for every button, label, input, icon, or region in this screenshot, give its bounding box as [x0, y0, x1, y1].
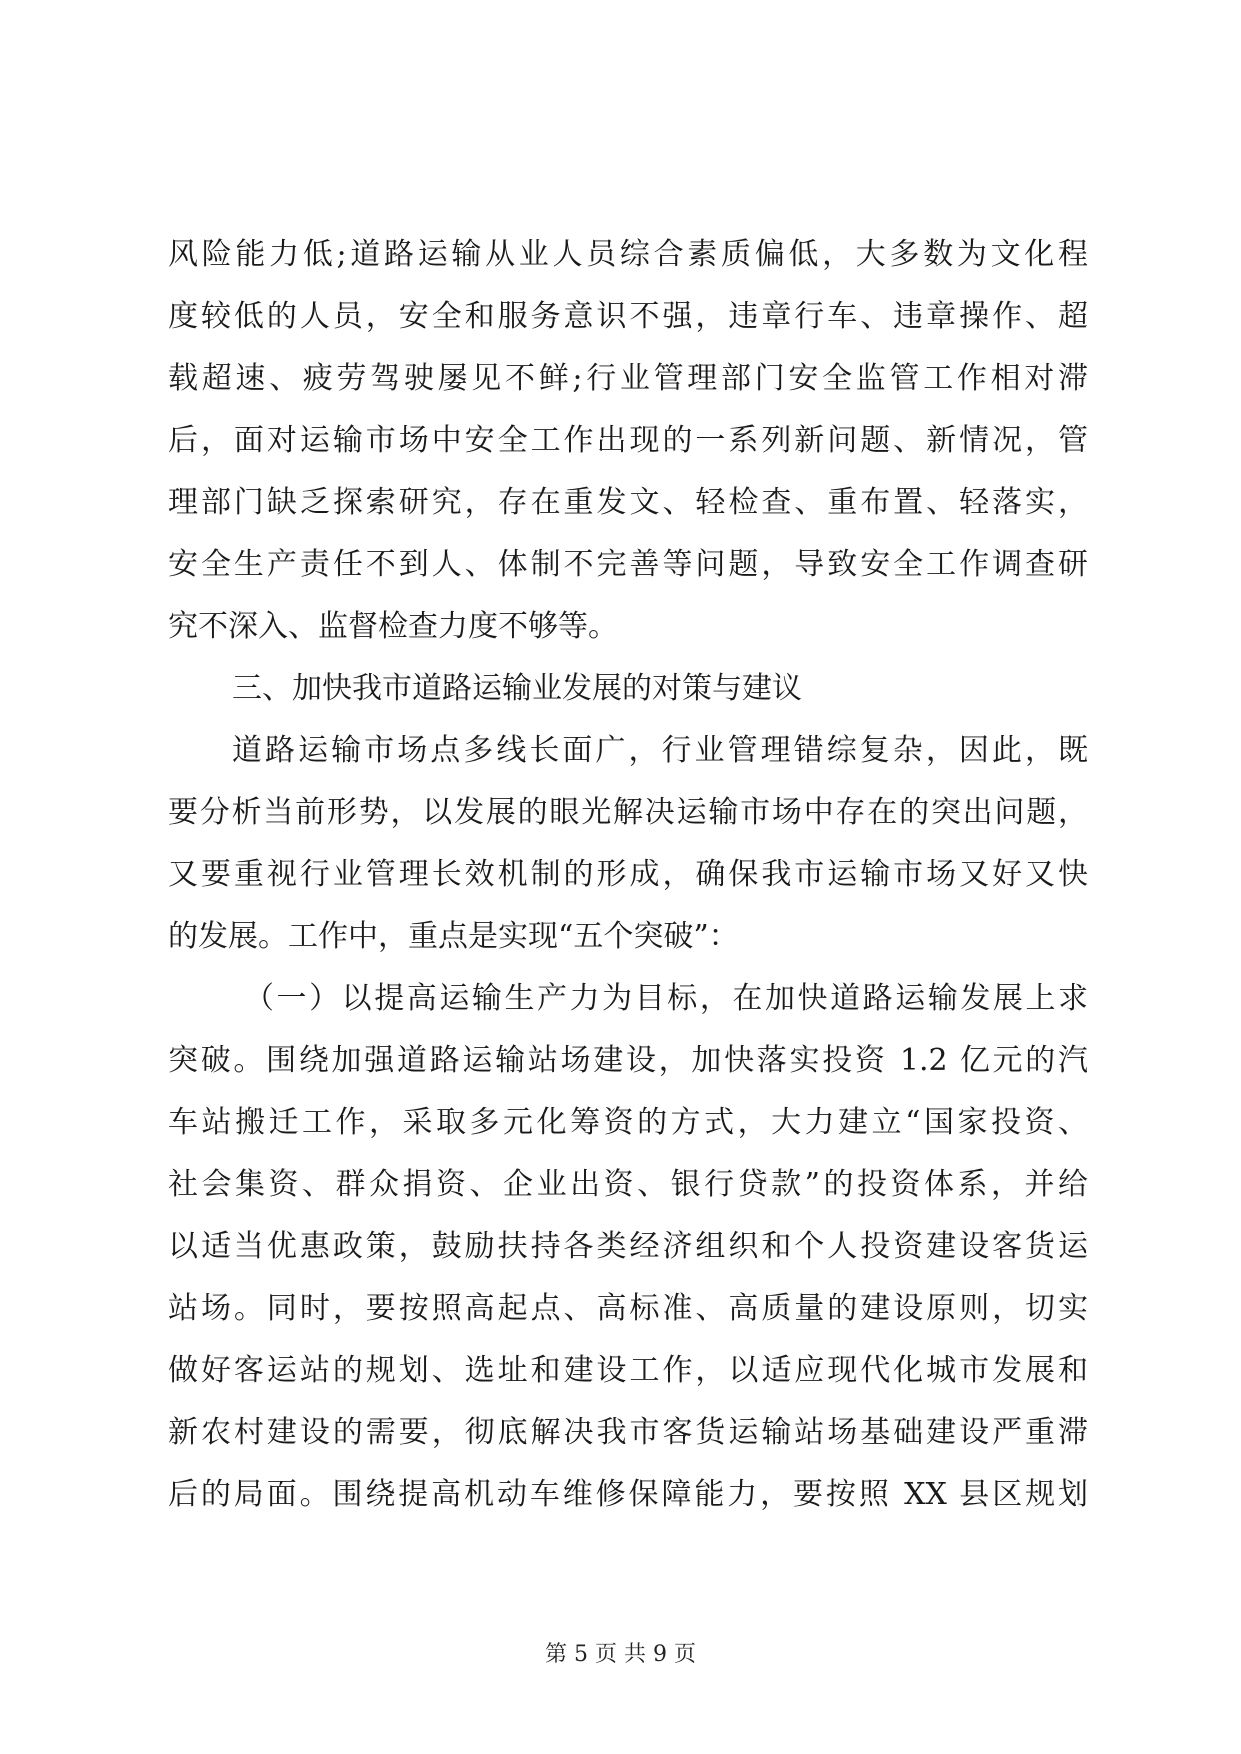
text-line: 后，面对运输市场中安全工作出现的一系列新问题、新情况，管	[168, 423, 1088, 458]
page-footer: 第 5 页 共 9 页	[545, 1642, 696, 1667]
text-line: 风险能力低;道路运输从业人员综合素质偏低，大多数为文化程	[168, 237, 1088, 272]
text-line: 又要重视行业管理长效机制的形成，确保我市运输市场又好又快	[168, 857, 1088, 892]
text-line: 载超速、疲劳驾驶屡见不鲜;行业管理部门安全监管工作相对滞	[168, 361, 1088, 396]
text-line: 度较低的人员，安全和服务意识不强，违章行车、违章操作、超	[168, 299, 1088, 334]
text-line: 后的局面。围绕提高机动车维修保障能力，要按照 XX 县区规划	[168, 1477, 1088, 1512]
text-line: 以适当优惠政策，鼓励扶持各类经济组织和个人投资建设客货运	[168, 1229, 1088, 1264]
text-line: 社会集资、群众捐资、企业出资、银行贷款”的投资体系，并给	[168, 1167, 1088, 1202]
text-line: 究不深入、监督检查力度不够等。	[168, 609, 618, 644]
document-body	[168, 224, 1088, 1526]
text-line: 站场。同时，要按照高起点、高标准、高质量的建设原则，切实	[168, 1291, 1088, 1326]
text-line: 要分析当前形势，以发展的眼光解决运输市场中存在的突出问题，	[168, 795, 1088, 830]
text-line: 道路运输市场点多线长面广，行业管理错综复杂，因此，既	[232, 733, 1088, 768]
text-line: 安全生产责任不到人、体制不完善等问题，导致安全工作调查研	[168, 547, 1088, 582]
text-line: 新农村建设的需要，彻底解决我市客货运输站场基础建设严重滞	[168, 1415, 1088, 1450]
text-line: 突破。围绕加强道路运输站场建设，加快落实投资 1.2 亿元的汽	[168, 1043, 1088, 1078]
subsection-heading: （一）以提高运输生产力为目标，在加快道路运输发展上求	[244, 981, 1088, 1016]
section-heading: 三、加快我市道路运输业发展的对策与建议	[232, 671, 802, 706]
text-line: 理部门缺乏探索研究，存在重发文、轻检查、重布置、轻落实，	[168, 485, 1088, 520]
text-line: 车站搬迁工作，采取多元化筹资的方式，大力建立“国家投资、	[168, 1105, 1088, 1140]
text-line: 做好客运站的规划、选址和建设工作，以适应现代化城市发展和	[168, 1353, 1088, 1388]
text-line: 的发展。工作中，重点是实现“五个突破”：	[168, 919, 739, 954]
